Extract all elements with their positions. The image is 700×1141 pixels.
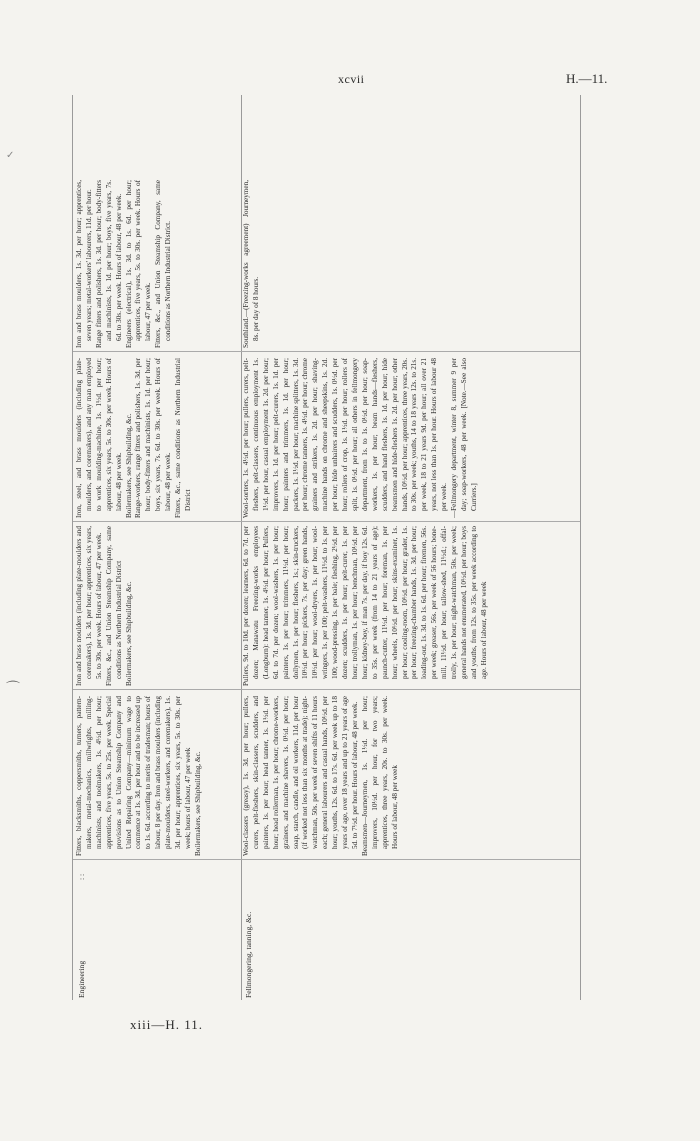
northern-district-cell: Wool-classers (greasy), 1s. 3d. per hour; pullers, curers, pelt-fleshers, skin-classers, scudders, and painters, 1s. per hour; head tanner, 1s. 1½d. per hour; head rollerman, 1s. per hour; chrome-workers, grainers, and machine shavers, 1s. 0½d. per hour; soap, starch, candle, and oil workers, 11d. per hour (if worked not less than six months at trade); night-watchman, 50s. per week of seven shifts of 11 hours each; general labourers and casual hands, 10½d. per hour; youths, 12s. 6d. to 17s. 6d. per week up to 18 years of age, over 18 years and up to 21 years of age 5d. to 7½d. per hour. Hours of labour, 48 per week. Beamsmen—Journeymen, 1s. 1½d. per hour; improvers, 10½d. per hour, for two years; apprentices, three years, 20s. to 30s. per week. Hours of labour, 48 per week: [242, 696, 399, 856]
table-row-engineering: [72, 95, 242, 1000]
footer-reference: xiii—H. 11.: [130, 1017, 203, 1032]
canterbury-district-cell: Wool-sorters, 1s. 4½d. per hour; pullers, curers, pelt-fleshers, pelt-classers, continuous employment 1s. 1½d. per hour, casual employment 1s. 2d. per hour; improvers, 1s. 1d. per hour; pelt-curers, 1s. 1d. per hour; painters and trimmers, 1s. 1d. per hour; packers, 1s. 1½d. per hour; machine splitters, 1s. 3d. per hour; chrome tanners, 1s. 4½d. per hour; chrome grainers and strikers, 1s. 2d. per hour; shaving-machine hands on chrome and sheepskins, 1s. 2d. per hour; hide unhairers and scudders, 1s. 0½d. per hour; rollers of crop, 1s. 1½d. per hour; rollers of split, 1s. 0½d. per hour; all others in fellmongery department, from 1s. to 1s. 0½d. per hour; soap-workers, 1s. per hour; beam hands—fleshers, scudders, and hand fleshers, 1s. 1d. per hour; hide beamsmen and hide-fleshers 1s. 2d. per hour; other hands, 10½d. per hour; apprentices, three years, 20s. to 30s. per week; youths, 14 to 18 years 12s. to 21s. per week, 18 to 21 years 9d. per hour; all over 21 years, not less than 1s. per hour. Hours of labour 48 per week. —Fellmongery department, winter 8, summer 9 per day; soap-workers, 48 per week. [Note.—See also Curriers.]: [242, 358, 478, 518]
page-corner-mark: ✓: [6, 150, 15, 161]
otago-district-cell: Iron and brass moulders, 1s. 3d. per hour; apprentices, seven years; metal-workers' labourers, 11d. per hour. Range fitters and polishers, 1s. 3d. per hour; body-fitters and machinists, 1s. 1d. per hour; boys, five years, 7s. 6d. to 30s. per week. Hours of labour, 48 per week. Engineers (electrical), 1s. 3d. to 1s. 6d. per hour; apprentices, five years, 5s. to 30s. per week. Hours of labour, 47 per week. Fitters, &c., and Union Steamship Company, same conditions as Northern Industrial District.: [75, 180, 173, 348]
rotated-wage-table: [72, 95, 682, 1000]
canterbury-district-cell: Iron, steel, and brass moulders (including plate-moulders, and coremakers), and any man employed to work moulding-machine, 1s. 1½d. per hour; apprentices, six years, 5s. to 30s. per week. Hours of labour, 48 per week. Boilermakers, see Shipbuilding, &c. Range-workers, range fitters and polishers, 1s. 3d. per hour; body-fitters and machinists, 1s. 1d. per hour; boys, six years, 7s. 6d. to 30s. per week. Hours of labour, 48 per week. Fitters, &c., same conditions as Northern Industrial District: [75, 358, 192, 518]
wellington-district-cell: Pullers, 9d. to 10d. per dozen; learners, 6d. to 7d. per dozen; Manawatu Freezing-works employees (Longburn): head tanner, 1s. 4½d. per hour; Pullers, 6d. to 7d. per dozen; wool-washers, 1s. per hour; painters, 1s. per hour; trimmers, 11½d. per hour; dollymen, 1s. per hour; fleshers, 1s.; skin-truckers, 10½d. per hour; pickers, 7s. per day; green hands, 10½d. per hour; wool-dryers, 1s. per hour; wool-wringers, 1s. per 100; pelt-washers, 11½d. to 1s. per 100; wood-pressing, 1s. per bale; fleshing, 2½d. per dozen; scudders, 1s. per hour; pelt-curer, 1s. per hour; trollyman, 1s. per hour; benchman, 10½d. per hour; kidney-boy, if man 7s. per day, if boy 12s. 6d. to 35s. per week (from 14 to 21 years of age); paunch-cutter, 11½d. per hour; foreman, 1s. per hour; wheels, 10½d. per hour; skins-examiner, 1s. per hour; cooling-room, 10½d. per hour; grader, 1s. per hour; freezing-chamber hands, 1s. 3d. per hour; loading-out, 1s. 3d. to 1s. 6d. per hour; firemen, 56s. per week; greaser, 56s. per week of 56 hours; bone-mill, 11½d. per hour; tallow-shed, 11½d.; offal-trolly, 1s. per hour; night-watchman, 50s. per week; general hands not enumerated, 10½d. per hour; boys and youths, from 12s. to 35s. per week according to age. Hours of labour, 48 per week: [242, 526, 488, 686]
trade-label: Engineering : :: [77, 873, 86, 998]
paper-reference: H.—11.: [566, 71, 608, 86]
northern-district-cell: Fitters, blacksmiths, coppersmiths, turners, pattern-makers, metal-mechanics, millwrights, milling-machinists, and toolmakers, 1s. 4½d. per hour; apprentices, five years, 5s. to 25s. per week. Special provisions as to Union Steamship Company and United Repairing Company—minimum wage to commence at 1s. 3d. per hour and to be increased up to 1s. 6d. according to merits of tradesman; hours of labour, 8 per day. Iron and brass moulders (including plate-moulders, steel-workers, and coremakers), 1s. 3d. per hour; apprentices, six years, 5s. to 30s. per week; hours of labour, 47 per week Boilermakers, see Shipbuilding, &c.: [75, 696, 202, 856]
trade-label: Fellmongering, tanning, &c.: [244, 911, 253, 998]
wellington-district-cell: Iron and brass moulders (including plate-moulders and coremakers), 1s. 3d. per hour; apprentices, six years, 5s. to 30s. per week. Hours of labour, 47 per week. Fitters, &c., and Union Steamship Company, same conditions as Northern Industrial District Boilermakers, see Shipbuilding, &c.: [75, 526, 133, 686]
table-row-fellmongering: [240, 95, 581, 1000]
page-number: xcvii: [338, 72, 365, 86]
page-edge-mark: ⌒: [6, 682, 20, 697]
otago-district-cell: Southland.—(Freezing-works agreement) Journeymen, 8s. per day of 8 hours.: [242, 180, 260, 348]
